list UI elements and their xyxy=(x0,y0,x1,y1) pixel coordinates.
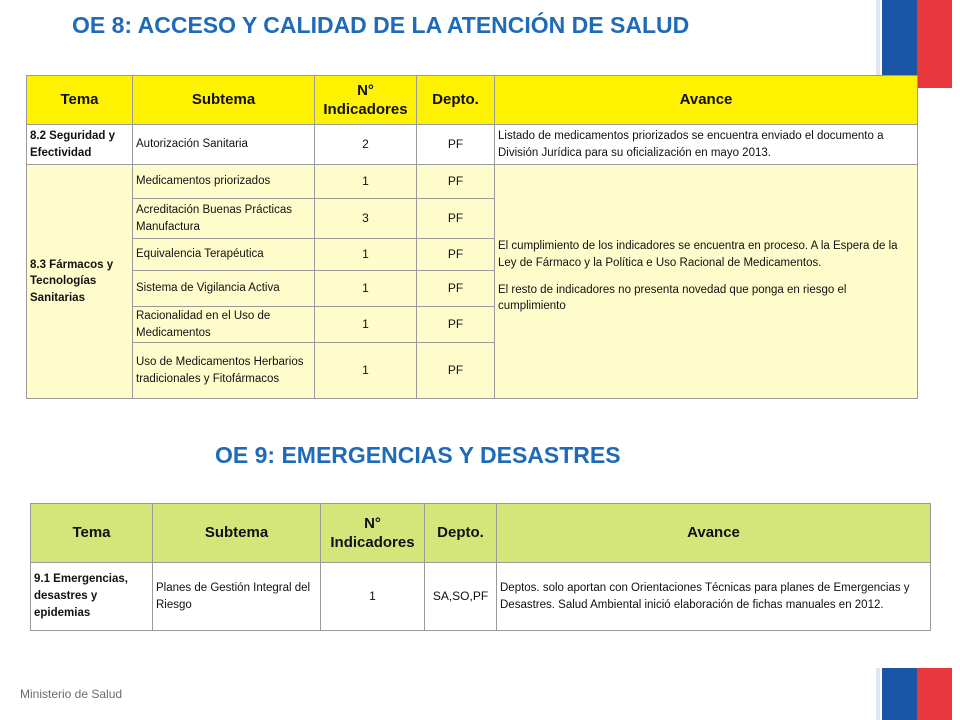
section2-title: OE 9: EMERGENCIAS Y DESASTRES xyxy=(215,442,621,468)
group-avance-text-1: El cumplimiento de los indicadores se encuentra en proceso. A la Espera de la Ley de Fármaco y la Política e Uso Racional de Medicamentos. xyxy=(498,240,898,269)
depto-cell: PF xyxy=(417,271,495,307)
group-avance-cell xyxy=(495,165,918,399)
table-row xyxy=(27,125,918,165)
subtema-cell: Medicamentos priorizados xyxy=(133,165,315,199)
subtema-cell: Sistema de Vigilancia Activa xyxy=(133,271,315,307)
oe9-table xyxy=(30,503,931,631)
header-avance: Avance xyxy=(495,76,918,125)
table-row xyxy=(27,165,918,199)
header-tema: Tema xyxy=(31,504,153,563)
table-header-row xyxy=(31,504,931,563)
depto-cell: PF xyxy=(417,307,495,343)
avance-cell: Deptos. solo aportan con Orientaciones Técnicas para planes de Emergencias y Desastres. Salud Ambiental inició elaboración de fichas manuales en 2012. xyxy=(497,563,931,631)
tema-cell: 9.1 Emergencias, desastres y epidemias xyxy=(31,563,153,631)
oe8-table xyxy=(26,75,918,399)
depto-cell: PF xyxy=(417,165,495,199)
header-depto: Depto. xyxy=(425,504,497,563)
header-avance: Avance xyxy=(497,504,931,563)
indicadores-cell: 1 xyxy=(315,343,417,399)
header-tema: Tema xyxy=(27,76,133,125)
depto-cell: PF xyxy=(417,125,495,165)
header-indicadores: N° Indicadores xyxy=(315,76,417,125)
depto-cell: PF xyxy=(417,343,495,399)
indicadores-cell: 2 xyxy=(315,125,417,165)
depto-cell: PF xyxy=(417,239,495,271)
indicadores-cell: 3 xyxy=(315,199,417,239)
subtema-cell: Equivalencia Terapéutica xyxy=(133,239,315,271)
subtema-cell: Acreditación Buenas Prácticas Manufactura xyxy=(133,199,315,239)
header-depto: Depto. xyxy=(417,76,495,125)
avance-cell: Listado de medicamentos priorizados se encuentra enviado el documento a División Jurídica para su oficialización en mayo 2013. xyxy=(495,125,918,165)
indicadores-cell: 1 xyxy=(315,239,417,271)
header-subtema: Subtema xyxy=(133,76,315,125)
group-tema-cell: 8.3 Fármacos y Tecnologías Sanitarias xyxy=(27,165,133,399)
header-subtema: Subtema xyxy=(153,504,321,563)
depto-cell: PF xyxy=(417,199,495,239)
table-header-row xyxy=(27,76,918,125)
chile-flag-logo-bottom xyxy=(882,668,952,720)
indicadores-cell: 1 xyxy=(315,165,417,199)
subtema-cell: Planes de Gestión Integral del Riesgo xyxy=(153,563,321,631)
subtema-cell: Autorización Sanitaria xyxy=(133,125,315,165)
table-row xyxy=(31,563,931,631)
group-avance-text-2: El resto de indicadores no presenta novedad que ponga en riesgo el cumplimiento xyxy=(498,283,847,313)
subtema-cell: Racionalidad en el Uso de Medicamentos xyxy=(133,307,315,343)
depto-cell: SA,SO,PF xyxy=(425,563,497,631)
section1-title: OE 8: ACCESO Y CALIDAD DE LA ATENCIÓN DE SALUD xyxy=(72,12,690,38)
indicadores-cell: 1 xyxy=(321,563,425,631)
indicadores-cell: 1 xyxy=(315,307,417,343)
subtema-cell: Uso de Medicamentos Herbarios tradicionales y Fitofármacos xyxy=(133,343,315,399)
header-indicadores: N° Indicadores xyxy=(321,504,425,563)
indicadores-cell: 1 xyxy=(315,271,417,307)
tema-cell: 8.2 Seguridad y Efectividad xyxy=(27,125,133,165)
footer-ministry-label: Ministerio de Salud xyxy=(20,687,123,701)
